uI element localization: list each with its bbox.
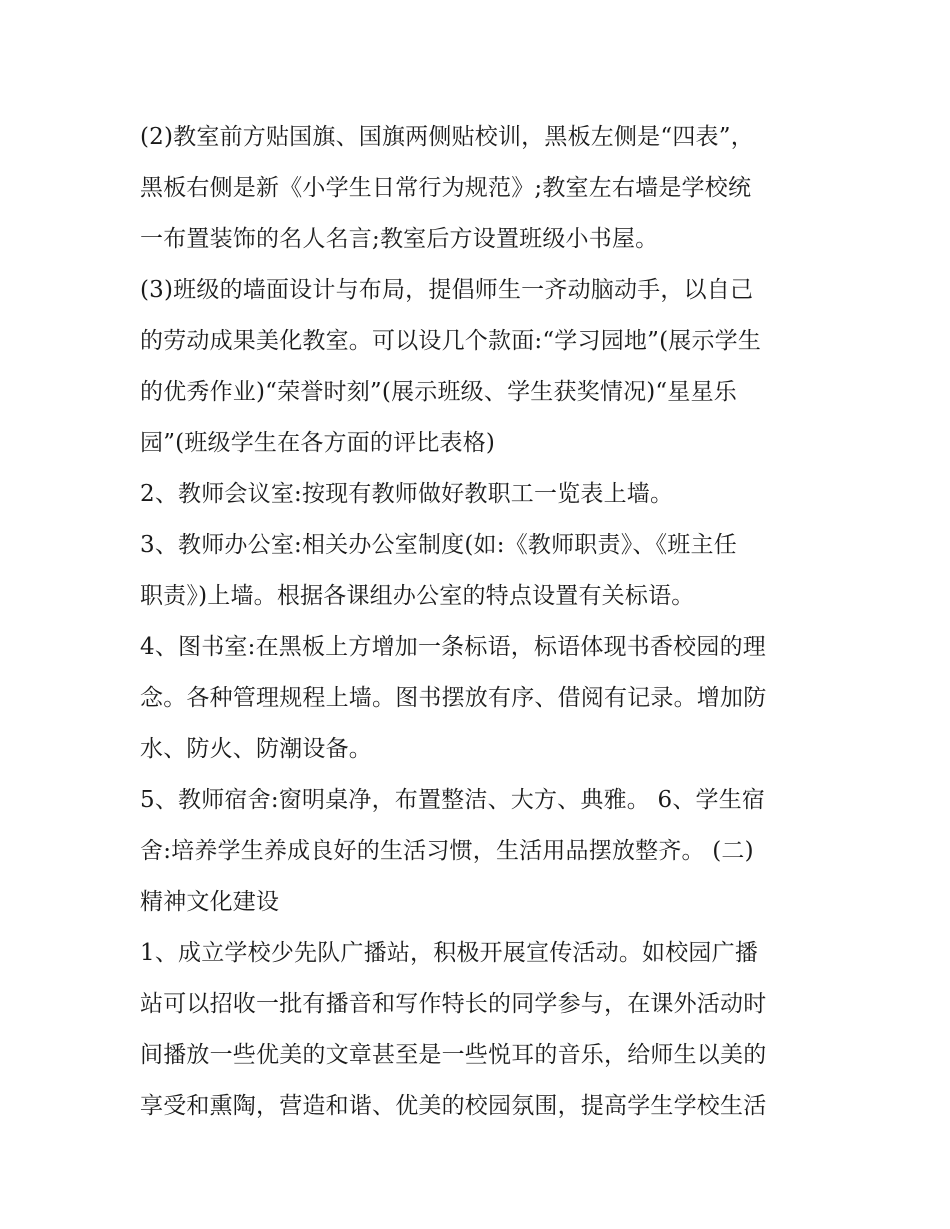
text-line: 4、图书室:在黑板上方增加一条标语，标语体现书香校园的理 [140,634,766,660]
document-body [140,112,820,1132]
text-line: 的优秀作业)“荣誉时刻”(展示班级、学生获奖情况)“星星乐 [140,379,737,405]
text-line: 职责》)上墙。根据各课组办公室的特点设置有关标语。 [140,583,695,609]
text-line: (2)教室前方贴国旗、国旗两侧贴校训，黑板左侧是“四表”， [140,124,754,150]
text-line: 舍:培养学生养成良好的生活习惯，生活用品摆放整齐。 (二) [140,838,754,864]
text-line: 黑板右侧是新《小学生日常行为规范》;教室左右墙是学校统 [140,175,752,201]
text-line: 间播放一些优美的文章甚至是一些悦耳的音乐，给师生以美的 [140,1042,767,1068]
text-line: 的劳动成果美化教室。可以设几个款面:“学习园地”(展示学生 [140,328,762,354]
text-line: 享受和熏陶，营造和谐、优美的校园氛围，提高学生学校生活 [140,1093,767,1119]
text-line: 5、教师宿舍:窗明桌净，布置整洁、大方、典雅。 6、学生宿 [140,787,766,813]
section-heading: 精神文化建设 [140,889,280,915]
text-line: 1、成立学校少先队广播站，积极开展宣传活动。如校园广播 [140,940,759,966]
text-line: (3)班级的墙面设计与布局，提倡师生一齐动脑动手，以自己 [140,277,754,303]
text-line: 水、防火、防潮设备。 [140,736,372,762]
text-line: 念。各种管理规程上墙。图书摆放有序、借阅有记录。增加防 [140,685,767,711]
text-line: 3、教师办公室:相关办公室制度(如:《教师职责》、《班主任 [140,532,737,558]
text-line: 一布置装饰的名人名言;教室后方设置班级小书屋。 [140,226,659,252]
text-line: 园”(班级学生在各方面的评比表格) [140,430,496,456]
text-line: 站可以招收一批有播音和写作特长的同学参与，在课外活动时 [140,991,767,1017]
text-line: 2、教师会议室:按现有教师做好教职工一览表上墙。 [140,481,674,507]
